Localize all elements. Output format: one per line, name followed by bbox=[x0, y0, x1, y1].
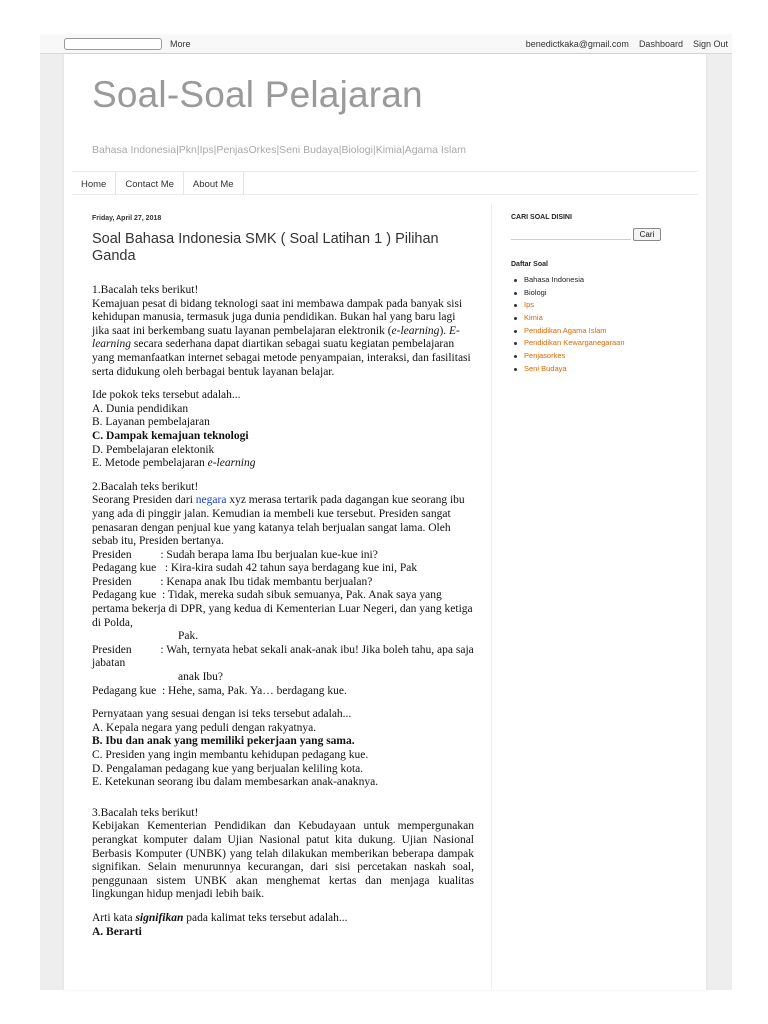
q1-option-e: E. Metode pembelajaran e-learning bbox=[92, 457, 256, 470]
q2-question: Pernyataan yang sesuai dengan isi teks tersebut adalah... bbox=[92, 708, 352, 721]
subject-item-kimia[interactable]: Kimia bbox=[514, 312, 625, 325]
q1-option-d: D. Pembelajaran elektonik bbox=[92, 443, 215, 456]
bullet-icon bbox=[514, 292, 517, 295]
tab-about-me[interactable]: About Me bbox=[184, 172, 244, 195]
page-background bbox=[40, 54, 732, 990]
q2-dialog-6: Pedagang kue : Hehe, sama, Pak. Ya… berdagang kue. bbox=[92, 684, 347, 697]
q3-heading: 3.Bacalah teks berikut! bbox=[92, 806, 199, 819]
q2-dialog-2: Pedagang kue : Kira-kira sudah 42 tahun saya berdagang kue ini, Pak bbox=[92, 562, 418, 575]
subject-list bbox=[514, 274, 625, 376]
bullet-icon bbox=[514, 304, 517, 307]
q1-heading: 1.Bacalah teks berikut! bbox=[92, 284, 199, 296]
blog-title[interactable]: Soal-Soal Pelajaran bbox=[92, 74, 423, 115]
q2-dialog-1: Presiden : Sudah berapa lama Ibu berjualan kue-kue ini? bbox=[92, 548, 378, 561]
q2-option-d: D. Pengalaman pedagang kue yang berjualan keliling kota. bbox=[92, 762, 364, 775]
blogger-navbar bbox=[40, 34, 732, 54]
q2-option-a: A. Kepala negara yang peduli dengan rakyatnya. bbox=[92, 721, 317, 734]
subject-item-bahasa-indonesia[interactable]: Bahasa Indonesia bbox=[514, 274, 625, 287]
tab-contact-me[interactable]: Contact Me bbox=[116, 172, 184, 195]
q3-question: Arti kata signifikan pada kalimat teks tersebut adalah... bbox=[92, 911, 348, 924]
subject-item-agama-islam[interactable]: Pendidikan Agama Islam bbox=[514, 325, 625, 338]
bullet-icon bbox=[514, 279, 517, 282]
q1-option-c-answer: C. Dampak kemajuan teknologi bbox=[92, 429, 249, 442]
bullet-icon bbox=[514, 368, 517, 371]
q1-passage: Kemajuan pesat di bidang teknologi saat ini membawa dampak pada banyak sisi kehidupan manusia, termasuk juga dunia pendidikan. Bukan hal yang baru lagi jika saat ini berkembang suatu layanan pembelajaran elektronik (e-learning). E-learning secara sederhana dapat diartikan sebagai suatu kegiatan pembelajaran yang memanfaatkan internet sebagai metode penyampaian, interaksi, dan fasilitasi serta didukung oleh berbagai bentuk layanan belajar. bbox=[92, 297, 471, 378]
subject-item-kewarganegaraan[interactable]: Pendidikan Kewarganegaraan bbox=[514, 337, 625, 350]
q2-dialog-3: Presiden : Kenapa anak Ibu tidak membantu berjualan? bbox=[92, 575, 373, 588]
q2-dialog-5b: anak Ibu? bbox=[178, 671, 224, 684]
subject-item-seni-budaya[interactable]: Seni Budaya bbox=[514, 363, 625, 376]
column-divider bbox=[491, 204, 492, 990]
q2-option-e: E. Ketekunan seorang ibu dalam membesarkan anak-anaknya. bbox=[92, 776, 379, 789]
q1-option-a: A. Dunia pendidikan bbox=[92, 402, 189, 415]
bullet-icon bbox=[514, 330, 517, 333]
page-tabs bbox=[72, 171, 698, 195]
q2-passage: Seorang Presiden dari negara xyz merasa tertarik pada dagangan kue seorang ibu yang ada di pinggir jalan. Kemudian ia membeli kue tersebut. Presiden sangat penasaran dengan penjual kue yang katanya telah berjualan sangat lama. Oleh sebab itu, Presiden bertanya. bbox=[92, 494, 465, 548]
q2-option-c: C. Presiden yang ingin membantu kehidupan pedagang kue. bbox=[92, 749, 369, 761]
sidebar-search-heading: CARI SOAL DISINI bbox=[511, 214, 572, 221]
sidebar-search-input[interactable] bbox=[511, 228, 631, 240]
subject-item-penjasorkes[interactable]: Penjasorkes bbox=[514, 350, 625, 363]
q3-option-a: A. Berarti bbox=[92, 925, 142, 938]
bullet-icon bbox=[514, 355, 517, 358]
content-area bbox=[64, 54, 706, 990]
search-button[interactable]: Cari bbox=[633, 228, 661, 241]
subject-item-biologi[interactable]: Biologi bbox=[514, 287, 625, 300]
q1-question: Ide pokok teks tersebut adalah... bbox=[92, 389, 241, 402]
user-email: benedictkaka@gmail.com bbox=[525, 39, 629, 49]
bullet-icon bbox=[514, 317, 517, 320]
navbar-user-links bbox=[526, 39, 728, 49]
sidebar-list-heading: Daftar Soal bbox=[511, 261, 548, 268]
q3-passage: Kebijakan Kementerian Pendidikan dan Kebudayaan untuk mempergunakan perangkat komputer dalam Ujian Nasional patut kita dukung. Ujian Nasional Berbasis Komputer (UNBK) yang telah dilakukan memberikan beberapa dampak signifikan. Selain menurunnya kecurangan, dari sisi percetakan naskah soal, penggunaan sistem UNBK akan menghemat kertas dan menjaga kualitas lingkungan hidup menjadi lebih baik. bbox=[92, 820, 474, 901]
q2-dialog-4b: Pak. bbox=[178, 630, 199, 643]
post-body bbox=[92, 284, 477, 939]
more-link[interactable]: More bbox=[170, 39, 191, 49]
subject-item-ips[interactable]: Ips bbox=[514, 299, 625, 312]
q2-heading: 2.Bacalah teks berikut! bbox=[92, 480, 199, 493]
tab-home[interactable]: Home bbox=[72, 172, 116, 195]
q2-option-b-answer: B. Ibu dan anak yang memiliki pekerjaan yang sama. bbox=[92, 735, 355, 748]
negara-link[interactable]: negara bbox=[195, 494, 227, 507]
post-date: Friday, April 27, 2018 bbox=[92, 215, 162, 222]
bullet-icon bbox=[514, 342, 517, 345]
q1-option-b: B. Layanan pembelajaran bbox=[92, 416, 210, 429]
q2-dialog-5: Presiden : Wah, ternyata hebat sekali anak-anak ibu! Jika boleh tahu, apa saja jabatan bbox=[92, 643, 477, 670]
q2-dialog-4: Pedagang kue : Tidak, mereka sudah sibuk semuanya, Pak. Anak saya yang pertama bekerja di DPR, yang kedua di Kementerian Luar Negeri, dan yang ketiga di Polda, bbox=[92, 589, 476, 629]
post-title[interactable]: Soal Bahasa Indonesia SMK ( Soal Latihan 1 ) Pilihan Ganda bbox=[92, 231, 439, 264]
dashboard-link[interactable]: Dashboard bbox=[638, 39, 683, 49]
sign-out-link[interactable]: Sign Out bbox=[692, 39, 728, 49]
blog-description: Bahasa Indonesia|Pkn|Ips|PenjasOrkes|Seni Budaya|Biologi|Kimia|Agama Islam bbox=[92, 144, 466, 156]
navbar-search-input[interactable] bbox=[64, 38, 162, 50]
